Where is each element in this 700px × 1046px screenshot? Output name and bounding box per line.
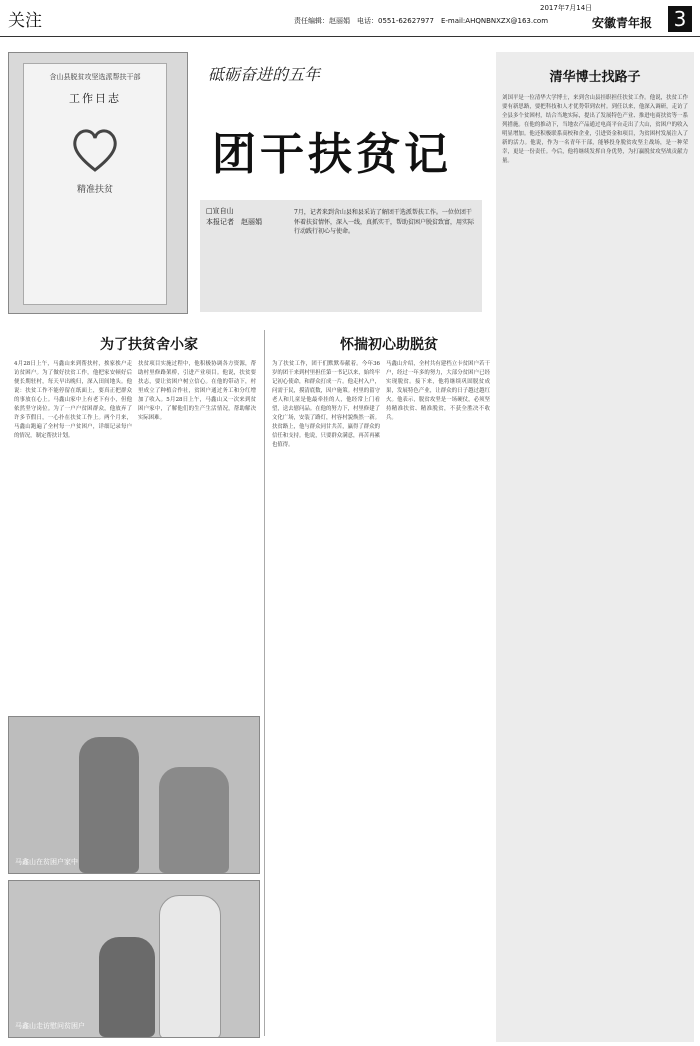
photo-home-visit <box>8 716 260 874</box>
sidebar-body: 刘国平是一位清华大学博士，来到含山县挂职担任扶贫工作。他说，扶贫工作要有新思路，要把科技和人才优势带到农村。到任以来，他深入调研，走访了全县多个贫困村，结合当地实际，提出了发展特色产业、推进电商扶贫等一系列措施。在他的推动下，当地农产品通过电商平台走出了大山，贫困户的收入明显增加。他还积极联系高校和企业，引进资金和项目，为贫困村发展注入了新的活力。他说，作为一名青年干部，能够投身脱贫攻坚主战场，是一种荣幸，更是一份责任。今后，他将继续发挥自身优势，为打赢脱贫攻坚战贡献力量。 <box>502 95 688 164</box>
work-diary-cover <box>23 63 167 305</box>
person-figure <box>99 937 155 1037</box>
byline <box>206 206 286 228</box>
person-figure <box>159 767 229 873</box>
page-header <box>0 0 700 37</box>
byline-author: □宣自山 <box>206 207 234 215</box>
intro-text: 7月，记者来到含山县和县采访了解团干选派帮扶工作。一位位团干怀着扶贫情怀，深入一线，真抓实干，帮助贫困户脱贫致富，用实际行动践行初心与使命。 <box>294 209 475 235</box>
diary-org: 含山县脱贫攻坚选派帮扶干部 <box>49 73 141 81</box>
subheading-left: 为了扶贫舍小家 <box>100 337 198 353</box>
intro-box <box>200 200 482 312</box>
body-column-1: 4月28日上午，马鑫山来到帮扶村，挨家挨户走访贫困户。为了做好扶贫工作，他把家安顿好后便长期驻村，每天早出晚归，深入田间地头。他说：扶贫工作不能停留在纸面上，要真正把群众的事放在心上。马鑫山家中上有老下有小，但他依然坚守岗位。为了一户户贫困群众，他放弃了许多节假日，一心扑在扶贫工作上。两个月来，马鑫山跑遍了全村每一户贫困户，详细记录每户的情况，制定帮扶计划。 <box>14 361 132 439</box>
sidebar-title: 清华博士找路子 <box>549 70 641 85</box>
column-divider <box>264 330 265 1036</box>
photo-caption: 马鑫山走访慰问贫困户 <box>15 1022 85 1030</box>
newspaper-name: 安徽青年报 <box>592 16 653 30</box>
photo-caption: 马鑫山在贫困户家中 <box>15 858 78 866</box>
body-column-3: 为了扶贫工作，团干们默默奉献着。今年36岁的团干来到村里担任第一书记以来，始终牢记初心使命，和群众打成一片。他走村入户，问需于民，摸清底数，因户施策。村里的留守老人和儿童是他最牵挂的人，他经常上门看望，送去慰问品。在他的努力下，村里修建了文化广场，安装了路灯，村容村貌焕然一新。扶贫路上，他与群众同甘共苦，赢得了群众的信任和支持。他说，只要群众满意，再苦再累也值得。 <box>272 361 380 448</box>
heart-icon <box>69 124 121 176</box>
issue-date: 2017年7月14日 <box>540 4 593 12</box>
body-column-4: 马鑫山介绍，全村共有建档立卡贫困户若干户，经过一年多的努力，大部分贫困户已经实现脱贫。接下来，他将继续巩固脱贫成果，发展特色产业，让群众的日子越过越红火。他表示，脱贫攻坚是一场硬仗，必须坚持精准扶贫、精准脱贫，不获全胜决不收兵。 <box>386 361 490 421</box>
section-label: 关注 <box>8 11 42 31</box>
subheading-middle: 怀揣初心助脱贫 <box>340 337 438 353</box>
person-figure <box>79 737 139 873</box>
headline: 团干扶贫记 <box>212 129 452 180</box>
body-column-2: 扶贫项目实施过程中，他积极协调各方资源，帮助村里修路架桥，引进产业项目。他说，扶贫要扶志，要让贫困户树立信心。在他的带动下，村里成立了种植合作社，贫困户通过务工和分红增加了收入。5月28日上午，马鑫山又一次来到贫困户家中，了解他们的生产生活情况，帮助解决实际困难。 <box>138 361 256 421</box>
byline-reporter: 本报记者 赵丽娟 <box>206 218 262 226</box>
person-figure <box>159 895 221 1038</box>
diary-subtitle: 精准扶贫 <box>76 185 113 195</box>
diary-title: 工作日志 <box>69 92 121 105</box>
series-logo: 砥砺奋进的五年 <box>208 65 321 84</box>
diary-photo <box>8 52 188 314</box>
page-number: 3 <box>668 6 692 32</box>
photo-visit-elderly <box>8 880 260 1038</box>
editor-contact: 责任编辑：赵丽娟 电话：0551-62627977 E-mail:AHQNBNXZX@163.com <box>294 17 549 25</box>
